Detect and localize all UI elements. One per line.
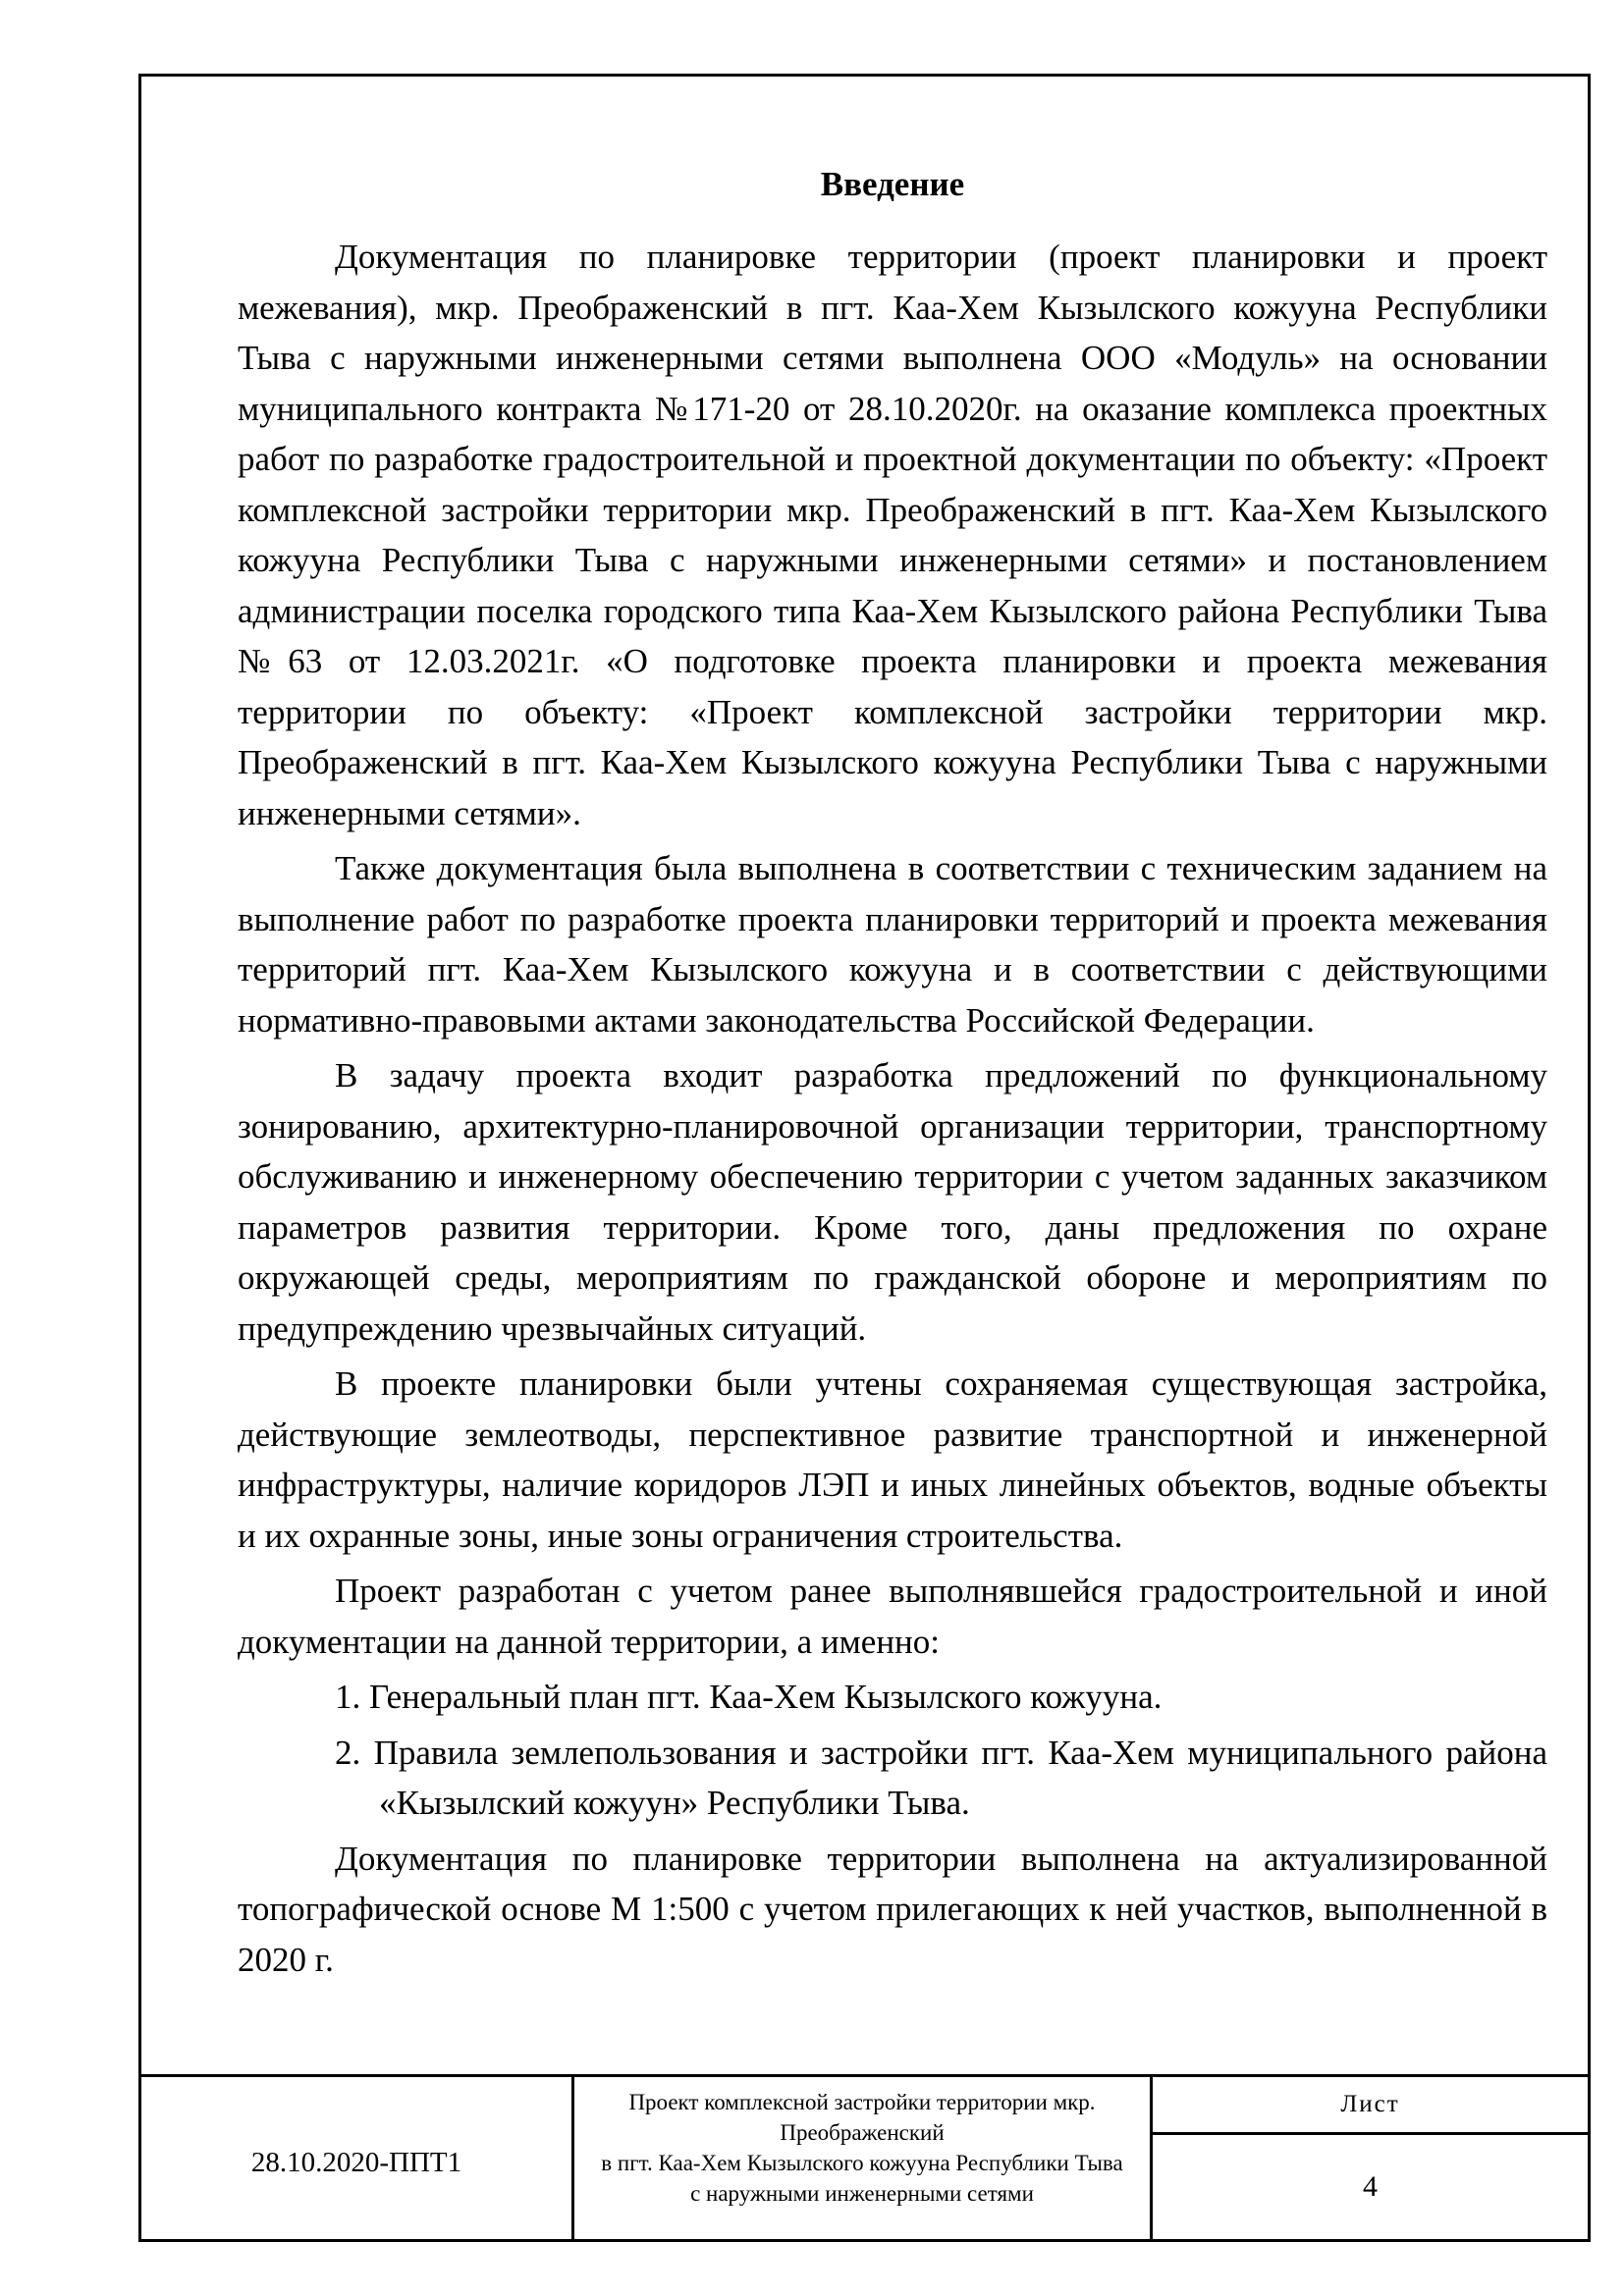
list-item-zoning-rules: 2. Правила землепользования и застройки пгт. Каа-Хем муниципального района «Кызылский кожуун» Республики Тыва. — [335, 1733, 1547, 1822]
page-frame — [138, 74, 1591, 2242]
paragraph-intro: Документация по планировке территории (проект планировки и проект межевания), мкр. Преображенский в пгт. Каа-Хем Кызылского кожууна Республики Тыва с наружными инженерными сетями выполнена ООО «Модуль» на основании муниципального контракта №171-20 от 28.10.2020г. на оказание комплекса проектных работ по разработке градостроительной и проектной документации по объекту: «Проект комплексной застройки территории мкр. Преображенский в пгт. Каа-Хем Кызылского кожууна Республики Тыва с наружными инженерными сетями» и постановлением администрации поселка городского типа Каа-Хем Кызылского района Республики Тыва №63 от 12.03.2021г. «О подготовке проекта планировки и проекта межевания территории по объекту: «Проект комплексной застройки территории мкр. Преображенский в пгт. Каа-Хем Кызылского кожууна Республики Тыва с наружными инженерными сетями». — [238, 238, 1547, 832]
paragraph-closing: Документация по планировке территории выполнена на актуализированной топографической основе М 1:500 с учетом прилегающих к ней участков, выполненной в 2020 г. — [238, 1839, 1547, 1979]
sheet-number: 4 — [1363, 2170, 1378, 2203]
sheet-cell — [1153, 2077, 1588, 2239]
document-code: 28.10.2020-ППТ1 — [250, 2147, 462, 2178]
project-title-line: с наружными инженерными сетями — [690, 2181, 1034, 2206]
paragraph-considerations: В проекте планировки были учтены сохраняемая существующая застройка, действующие землеотводы, перспективное развитие транспортной и инженерной инфраструктуры, наличие коридоров ЛЭП и иных линейных объектов, водные объекты и их охранные зоны, иные зоны ограничения строительства. — [238, 1364, 1547, 1555]
title-block — [141, 2074, 1588, 2239]
project-title — [571, 2077, 1153, 2239]
project-title-line: в пгт. Каа-Хем Кызылского кожууна Республики Тыва — [601, 2151, 1123, 2175]
section-title: Введение — [820, 165, 965, 203]
paragraph-compliance: Также документация была выполнена в соответствии с техническим заданием на выполнение работ по разработке проекта планировки территорий и проекта межевания территорий пгт. Каа-Хем Кызылского кожууна и в соответствии с действующими нормативно-правовыми актами законодательства Российской Федерации. — [238, 849, 1547, 1040]
paragraph-tasks: В задачу проекта входит разработка предложений по функциональному зонированию, архитектурно-планировочной организации территории, транспортному обслуживанию и инженерному обеспечению территории с учетом заданных заказчиком параметров развития территории. Кроме того, даны предложения по охране окружающей среды, мероприятиям по гражданской обороне и мероприятиям по предупреждению чрезвычайных ситуаций. — [238, 1056, 1547, 1348]
sheet-label: Лист — [1153, 2077, 1588, 2135]
project-title-line: Проект комплексной застройки территории мкр. Преображенский — [628, 2090, 1096, 2145]
paragraph-prior-docs: Проект разработан с учетом ранее выполнявшейся градостроительной и иной документации на данной территории, а именно: — [238, 1572, 1547, 1661]
list-item-general-plan: 1. Генеральный план пгт. Каа-Хем Кызылского кожууна. — [335, 1678, 1163, 1716]
document-body — [238, 159, 1547, 1990]
